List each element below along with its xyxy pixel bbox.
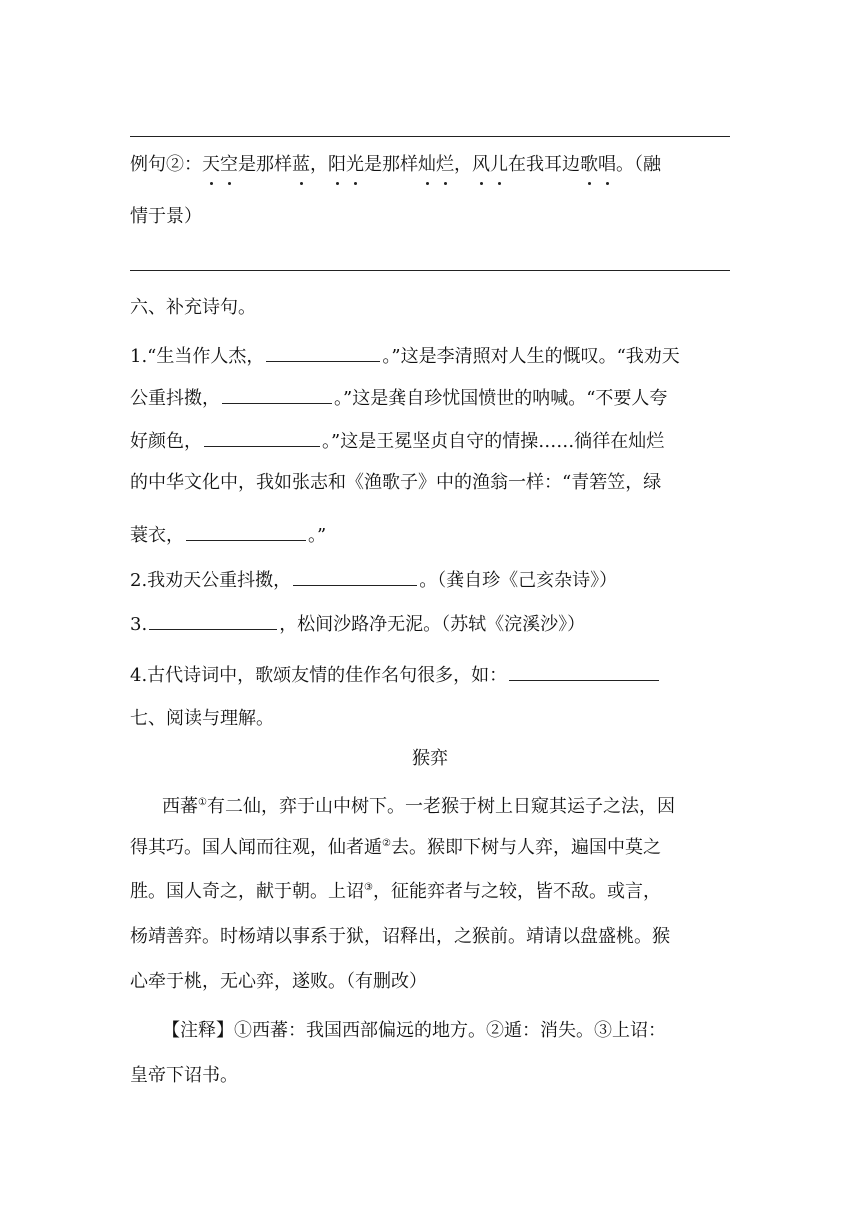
emphasis-dot-char: 空 — [220, 154, 238, 175]
emphasized-word — [328, 154, 364, 175]
emphasis-dot-char: 歌 — [580, 154, 598, 175]
emphasis-dot-char: 唱 — [598, 154, 616, 175]
passage-title: 猴弈 — [412, 748, 448, 769]
fill-blank[interactable] — [186, 522, 306, 541]
fill-blank[interactable] — [222, 385, 332, 404]
question-1-line-1: 1.“生当作人杰， 。”这是李清照对人生的慨叹。“我劝天 — [130, 343, 730, 369]
emphasis-dot-char: 天 — [202, 154, 220, 175]
emphasized-word — [418, 154, 454, 175]
example-prefix: 例句②： — [130, 154, 202, 175]
emphasis-dot-char: 烂 — [436, 154, 454, 175]
annotation-line: 皇帝下诏书。 — [130, 1065, 238, 1086]
passage-line: 杨靖善弈。时杨靖以事系于狱，诏释出，之猴前。靖请以盘盛桃。猴 — [130, 926, 670, 947]
annotation-line: 【注释】①西蕃：我国西部偏远的地方。②遁：消失。③上诏： — [162, 1020, 666, 1041]
section-7-heading: 七、阅读与理解。 — [130, 708, 274, 729]
emphasis-dot-char: 蓝 — [292, 154, 310, 175]
sentence-text: 是那样 — [238, 154, 292, 175]
fill-blank[interactable] — [149, 611, 277, 630]
emphasis-dot-char: 光 — [346, 154, 364, 175]
passage-line: 西蕃①有二仙，弈于山中树下。一老猴于树上日窥其运子之法，因 — [162, 796, 675, 817]
emphasized-word — [580, 154, 616, 175]
sentence-text: ， — [310, 154, 328, 175]
passage-line: 胜。国人奇之，献于朝。上诏③，征能弈者与之较，皆不敌。或言， — [130, 881, 661, 902]
answer-line — [130, 136, 730, 137]
answer-line — [130, 270, 730, 271]
question-3: 3. ，松间沙路净无泥。（苏轼《浣溪沙》） — [130, 611, 730, 637]
fill-blank[interactable] — [266, 343, 380, 362]
example-sentence-2 — [130, 153, 730, 177]
question-4: 4.古代诗词中，歌颂友情的佳作名句很多，如： — [130, 662, 730, 688]
question-1-line-2: 公重抖擞， 。”这是龚自珍忧国愤世的呐喊。“不要人夸 — [130, 385, 730, 411]
sentence-text: 。（融 — [616, 154, 661, 175]
emphasis-dot-char: 儿 — [490, 154, 508, 175]
emphasis-dot-char: 风 — [472, 154, 490, 175]
emphasized-word — [472, 154, 508, 175]
question-1-line-5: 蓑衣， 。” — [130, 522, 730, 548]
fill-blank[interactable] — [204, 428, 320, 447]
emphasis-dot-char: 阳 — [328, 154, 346, 175]
fill-blank[interactable] — [509, 662, 659, 681]
sentence-text: 在我耳边 — [508, 154, 580, 175]
question-2: 2.我劝天公重抖擞， 。（龚自珍《己亥杂诗》） — [130, 567, 730, 593]
passage-line: 得其巧。国人闻而往观，仙者遁②去。猴即下树与人弈，遍国中莫之 — [130, 837, 661, 858]
emphasized-word — [292, 154, 310, 175]
sentence-text: 是那样 — [364, 154, 418, 175]
sentence-text: ， — [454, 154, 472, 175]
emphasized-word — [202, 154, 238, 175]
fill-blank[interactable] — [293, 567, 417, 586]
question-1-line-3: 好颜色， 。”这是王冕坚贞自守的情操……徜徉在灿烂 — [130, 428, 730, 454]
example-sentence-2-cont: 情于景） — [130, 206, 202, 227]
question-1-line-4: 的中华文化中，我如张志和《渔歌子》中的渔翁一样：“青箬笠，绿 — [130, 472, 662, 493]
emphasis-dot-char: 灿 — [418, 154, 436, 175]
passage-line: 心牵于桃，无心弈，遂败。（有删改） — [130, 971, 427, 992]
section-6-heading: 六、补充诗句。 — [130, 297, 256, 318]
